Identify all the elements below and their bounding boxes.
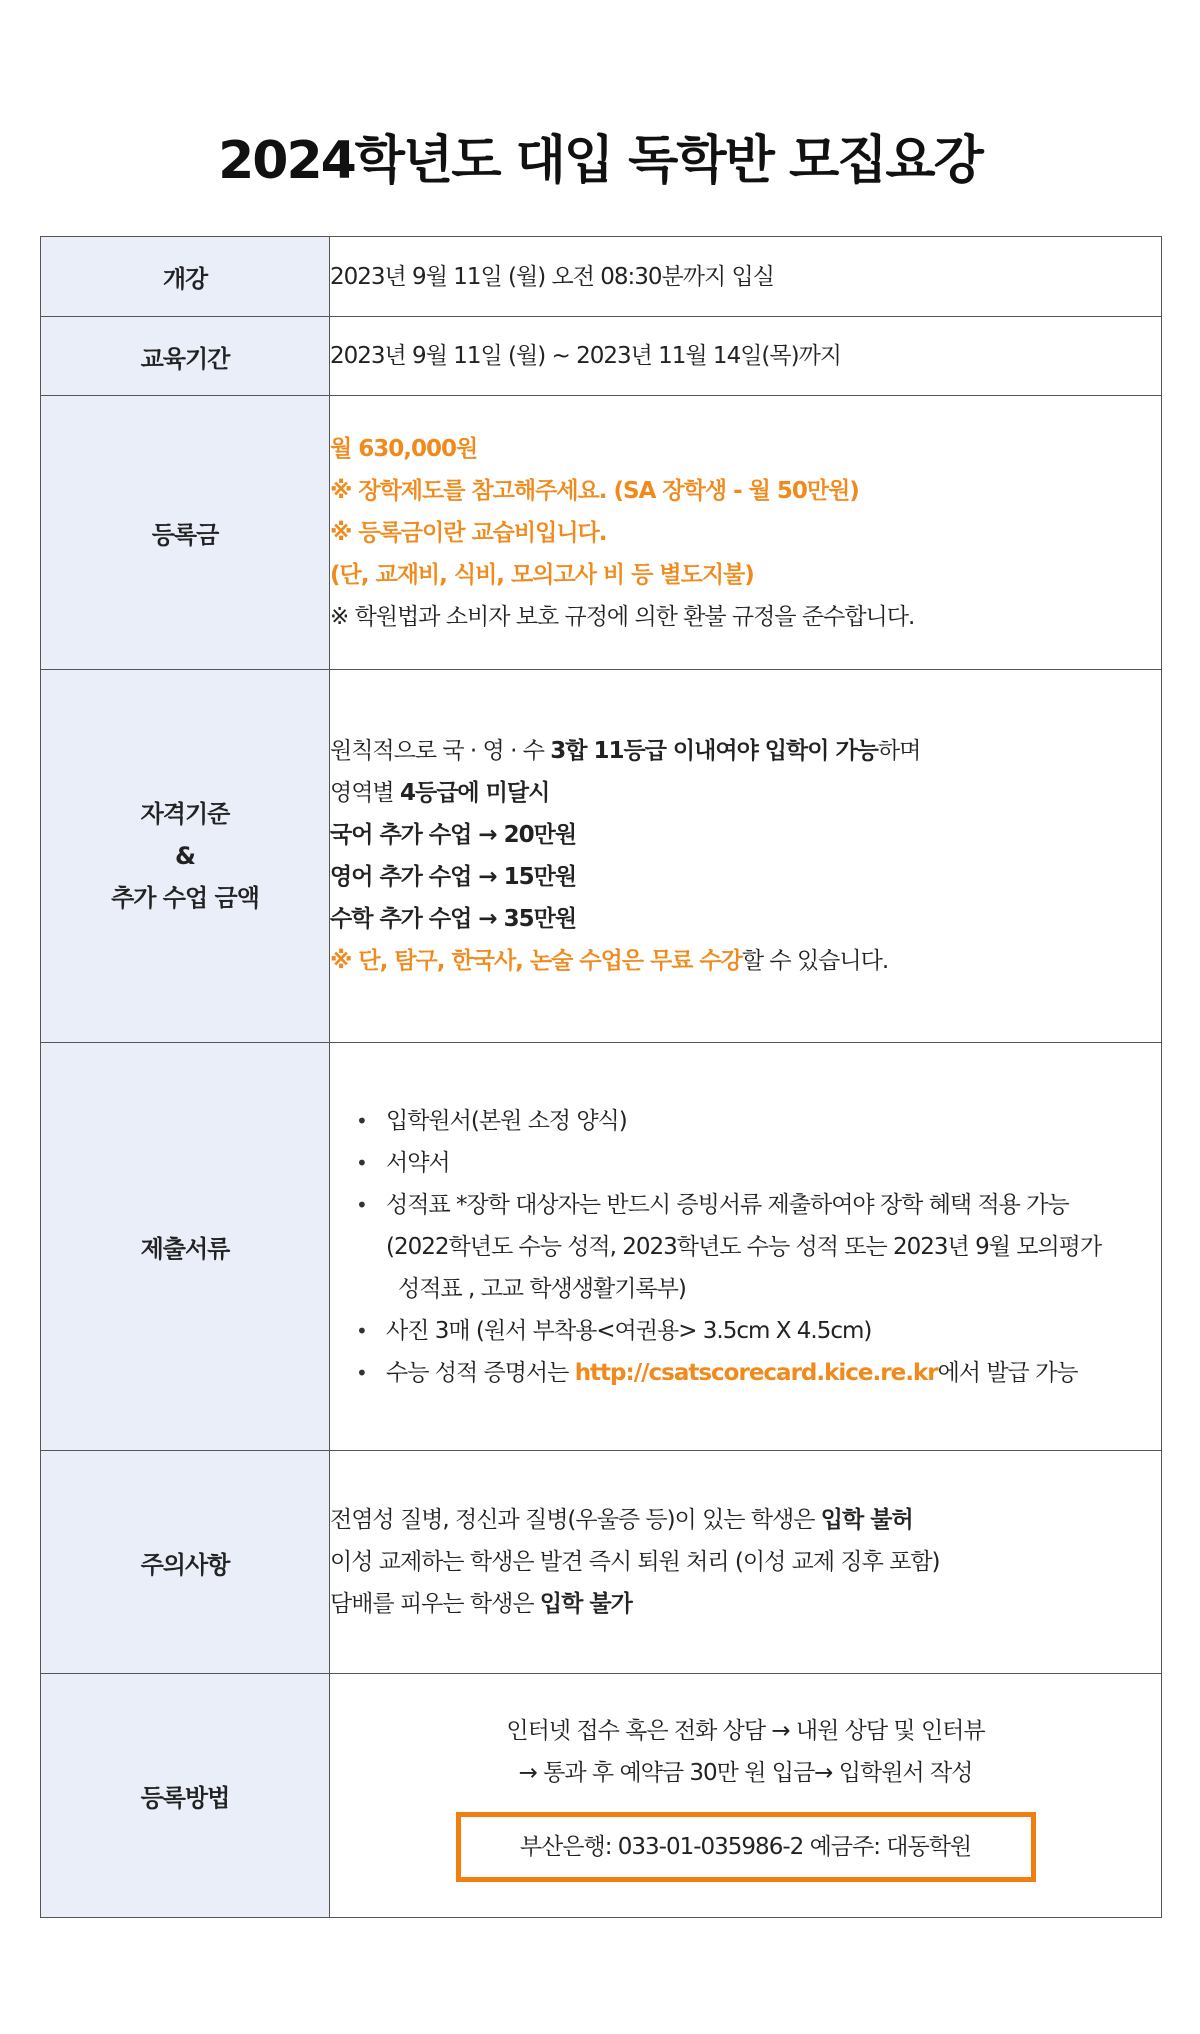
list-item: [356, 1352, 1161, 1394]
content-documents: [330, 1043, 1162, 1451]
qualification-rule-suffix: 하며: [877, 738, 921, 764]
qualification-subject-prefix: 영역별: [330, 780, 400, 806]
content-caution: [330, 1451, 1162, 1674]
list-item: • 입학원서(본원 소정 양식): [356, 1100, 1161, 1142]
fee-refund-note: ※ 학원법과 소비자 보호 규정에 의한 환불 규정을 준수합니다.: [330, 603, 915, 630]
period-text: 2023년 9월 11일 (월) ~ 2023년 11월 14일(목)까지: [330, 343, 842, 369]
documents-list: [330, 1100, 1161, 1394]
label-documents: 제출서류: [41, 1043, 330, 1451]
label-caution: 주의사항: [41, 1451, 330, 1674]
row-documents: [41, 1043, 1162, 1451]
content-registration: [330, 1674, 1162, 1918]
content-opening: [330, 237, 1162, 317]
caution-dating: 이성 교제하는 학생은 발견 즉시 퇴원 처리 (이성 교제 징후 포함): [330, 1549, 940, 1575]
list-item: • 서약서: [356, 1142, 1161, 1184]
caution-illness-bold: 입학 불허: [820, 1507, 913, 1533]
caution-smoking-bold: 입학 불가: [539, 1591, 632, 1617]
csat-score-link[interactable]: http://csatscorecard.kice.re.kr: [574, 1359, 938, 1386]
opening-text: 2023년 9월 11일 (월) 오전 08:30분까지 입실: [330, 263, 774, 290]
qualification-subject-bold: 4등급에 미달시: [399, 780, 550, 806]
fee-definition-note: ※ 등록금이란 교습비입니다.: [330, 519, 607, 546]
certificate-prefix: 수능 성적 증명서는: [386, 1359, 575, 1386]
registration-step1: 인터넷 접수 혹은 전화 상담 → 내원 상담 및 인터뷰: [506, 1717, 985, 1744]
qualification-subject-rule: [330, 772, 1161, 814]
bank-account-box: 부산은행: 033-01-035986-2 예금주: 대동학원: [456, 1812, 1036, 1882]
fee-scholarship-note: ※ 장학제도를 참고해주세요. (SA 장학생 - 월 50만원): [330, 477, 859, 504]
list-item: • 성적표 *장학 대상자는 반드시 증빙서류 제출하여야 장학 혜택 적용 가능: [356, 1184, 1161, 1226]
page-title: 2024학년도 대입 독학반 모집요강: [218, 131, 982, 191]
label-qualification-line1: 자격기준: [140, 800, 230, 828]
content-period: [330, 317, 1162, 396]
qualification-rule-prefix: 원칙적으로 국 · 영 · 수: [330, 738, 551, 764]
qualification-rule-bold: 3합 11등급 이내여야 입학이 가능: [550, 738, 878, 764]
certificate-suffix: 에서 발급 가능: [937, 1359, 1078, 1386]
registration-step2: → 통과 후 예약금 30만 원 입금→ 입학원서 작성: [518, 1759, 973, 1786]
free-classes-suffix: 할 수 있습니다.: [741, 948, 889, 974]
free-classes-highlight: ※ 단, 탐구, 한국사, 논술 수업은 무료 수강: [330, 948, 742, 974]
label-qualification-line2: &: [175, 842, 195, 870]
label-period: 교육기간: [41, 317, 330, 396]
content-qualification: [330, 670, 1162, 1043]
fee-amount: 월 630,000원: [330, 435, 478, 462]
fee-extra-costs-note: (단, 교재비, 식비, 모의고사 비 등 별도지불): [330, 561, 754, 588]
row-opening: [41, 237, 1162, 317]
extra-class-math: 수학 추가 수업 → 35만원: [330, 906, 577, 932]
row-registration: [41, 1674, 1162, 1918]
list-item-continuation: 성적표 , 고교 학생생활기록부): [398, 1275, 686, 1302]
label-registration: 등록방법: [41, 1674, 330, 1918]
caution-illness: [330, 1499, 1161, 1541]
label-qualification: [41, 670, 330, 1043]
list-item: • 사진 3매 (원서 부착용<여권용> 3.5cm X 4.5cm): [356, 1310, 1161, 1352]
label-qualification-line3: 추가 수업 금액: [111, 884, 259, 912]
extra-class-korean: 국어 추가 수업 → 20만원: [330, 822, 577, 848]
extra-class-english: 영어 추가 수업 → 15만원: [330, 864, 577, 890]
caution-smoking: [330, 1583, 1161, 1625]
recruitment-table: [40, 236, 1162, 1918]
label-opening: 개강: [41, 237, 330, 317]
content-fee: [330, 396, 1162, 670]
row-period: [41, 317, 1162, 396]
caution-illness-prefix: 전염성 질병, 정신과 질병(우울증 등)이 있는 학생은: [330, 1507, 821, 1533]
free-classes-note: [330, 940, 1161, 982]
list-item-continuation: (2022학년도 수능 성적, 2023학년도 수능 성적 또는 2023년 9월 모의평가: [386, 1233, 1102, 1260]
row-fee: [41, 396, 1162, 670]
row-caution: [41, 1451, 1162, 1674]
row-qualification: [41, 670, 1162, 1043]
caution-smoking-prefix: 담배를 피우는 학생은: [330, 1591, 540, 1617]
qualification-rule: [330, 730, 1161, 772]
label-fee: 등록금: [41, 396, 330, 670]
